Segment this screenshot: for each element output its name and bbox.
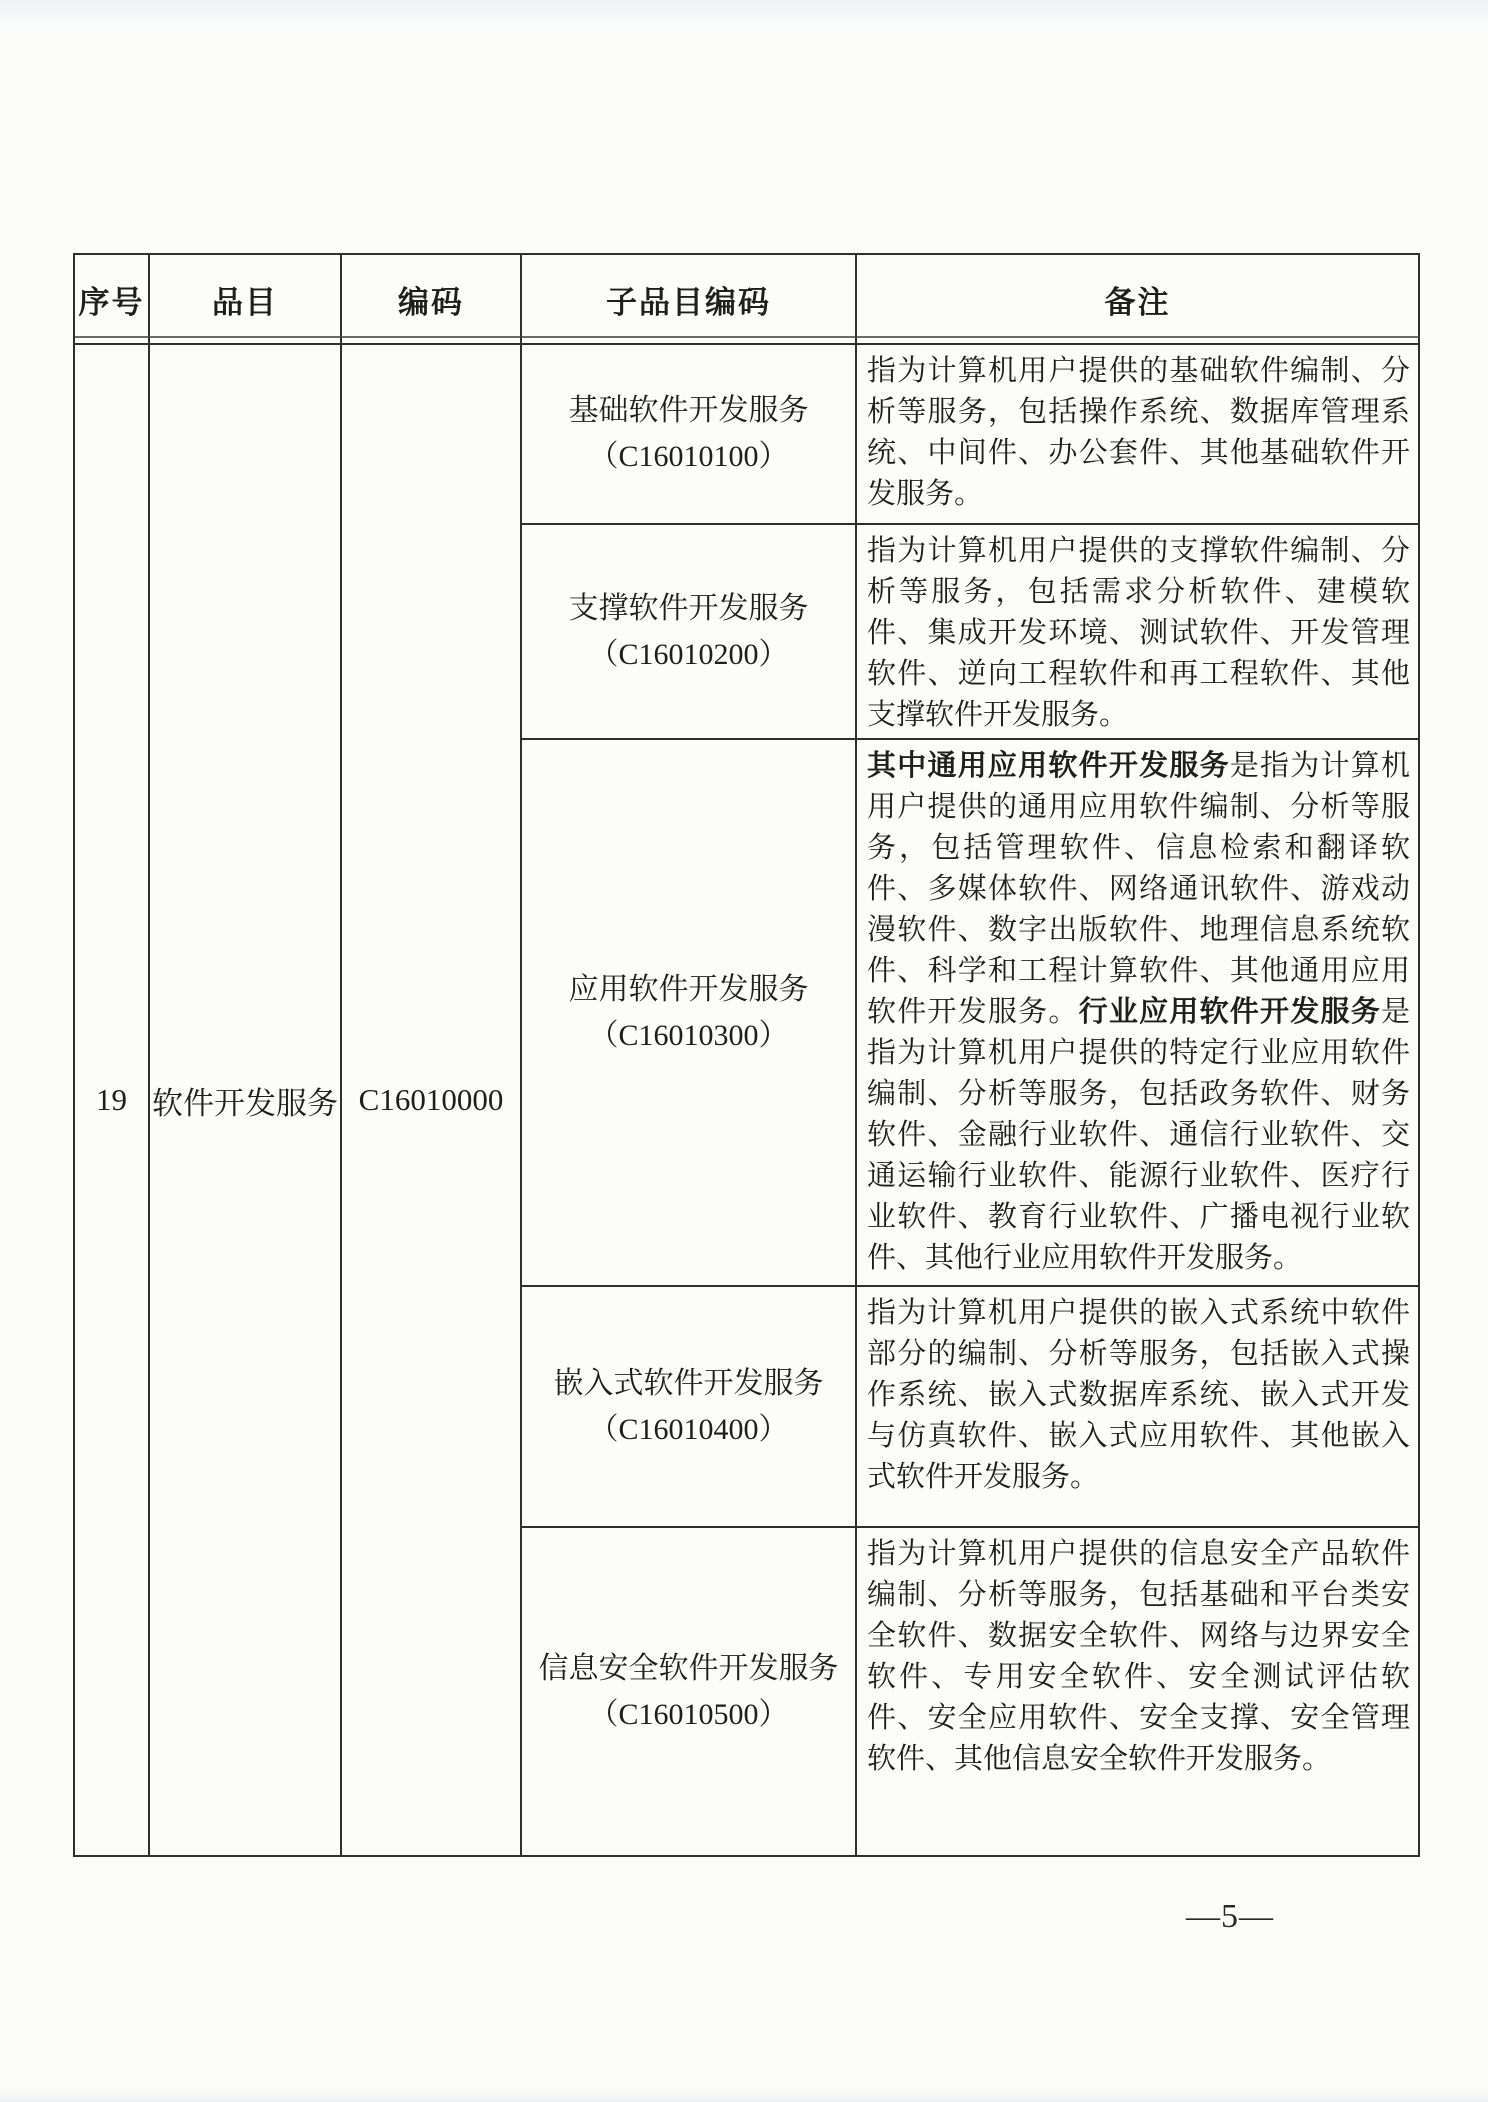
subitem-code: （C16010200） (588, 637, 789, 671)
subitem-cell (522, 525, 857, 740)
subitem-cell (522, 740, 857, 1287)
page-number: —5— (1186, 1898, 1274, 1935)
subitem-cell (522, 345, 857, 525)
remark-text: 是指为计算机用户提供的特定行业应用软件编制、分析等服务，包括政务软件、财务软件、金融行业软件、通信行业软件、交通运输行业软件、能源行业软件、医疗行业软件、教育行业软件、广播电视行业软件、其他行业应用软件开发服务。 (867, 996, 1410, 1274)
remark-cell (857, 525, 1420, 740)
subitem-code: （C16010300） (588, 1018, 789, 1052)
remark-text: 指为计算机用户提供的基础软件编制、分析等服务，包括操作系统、数据库管理系统、中间件、办公套件、其他基础软件开发服务。 (867, 355, 1410, 510)
subitem-name: 信息安全软件开发服务 (538, 1651, 839, 1685)
subitem-cell (522, 1528, 857, 1857)
remark-cell (857, 1528, 1420, 1857)
remark-bold-term: 其中通用应用软件开发服务 (867, 750, 1230, 782)
subitem-cell (522, 1287, 857, 1528)
remark-cell (857, 345, 1420, 525)
classification-table (73, 253, 1420, 1857)
row-item-code: C16010000 (342, 345, 522, 1857)
remark-text: 指为计算机用户提供的支撑软件编制、分析等服务，包括需求分析软件、建模软件、集成开发环境、测试软件、开发管理软件、逆向工程软件和再工程软件、其他支撑软件开发服务。 (867, 535, 1410, 731)
header-index: 序号 (75, 255, 150, 345)
header-remarks: 备注 (857, 255, 1420, 345)
remark-cell (857, 1287, 1420, 1528)
subitem-name: 嵌入式软件开发服务 (553, 1366, 824, 1400)
row-index: 19 (75, 345, 150, 1857)
scan-artifact-bottom (0, 2088, 1488, 2102)
subitem-code: （C16010400） (588, 1412, 789, 1446)
subitem-name: 支撑软件开发服务 (568, 591, 809, 625)
subitem-name: 应用软件开发服务 (568, 972, 809, 1006)
scan-artifact-top (0, 0, 1488, 26)
remark-text: 指为计算机用户提供的信息安全产品软件编制、分析等服务，包括基础和平台类安全软件、数据安全软件、网络与边界安全软件、专用安全软件、安全测试评估软件、安全应用软件、安全支撑、安全管理软件、其他信息安全软件开发服务。 (867, 1538, 1410, 1775)
row-item-name: 软件开发服务 (150, 345, 342, 1857)
remark-bold-term: 行业应用软件开发服务 (1078, 996, 1381, 1028)
header-double-rule (75, 336, 1420, 338)
remark-cell (857, 740, 1420, 1287)
remark-text: 是指为计算机用户提供的通用应用软件编制、分析等服务，包括管理软件、信息检索和翻译软件、多媒体软件、网络通讯软件、游戏动漫软件、数字出版软件、地理信息系统软件、科学和工程计算软件、其他通用应用软件开发服务。 (867, 750, 1410, 1028)
subitem-code: （C16010500） (588, 1697, 789, 1731)
subitem-name: 基础软件开发服务 (568, 394, 809, 427)
header-code: 编码 (342, 255, 522, 345)
subitem-code: （C16010100） (588, 440, 789, 473)
remark-text: 指为计算机用户提供的嵌入式系统中软件部分的编制、分析等服务，包括嵌入式操作系统、嵌入式数据库系统、嵌入式开发与仿真软件、嵌入式应用软件、其他嵌入式软件开发服务。 (867, 1297, 1410, 1493)
header-item: 品目 (150, 255, 342, 345)
header-subitem-code: 子品目编码 (522, 255, 857, 345)
